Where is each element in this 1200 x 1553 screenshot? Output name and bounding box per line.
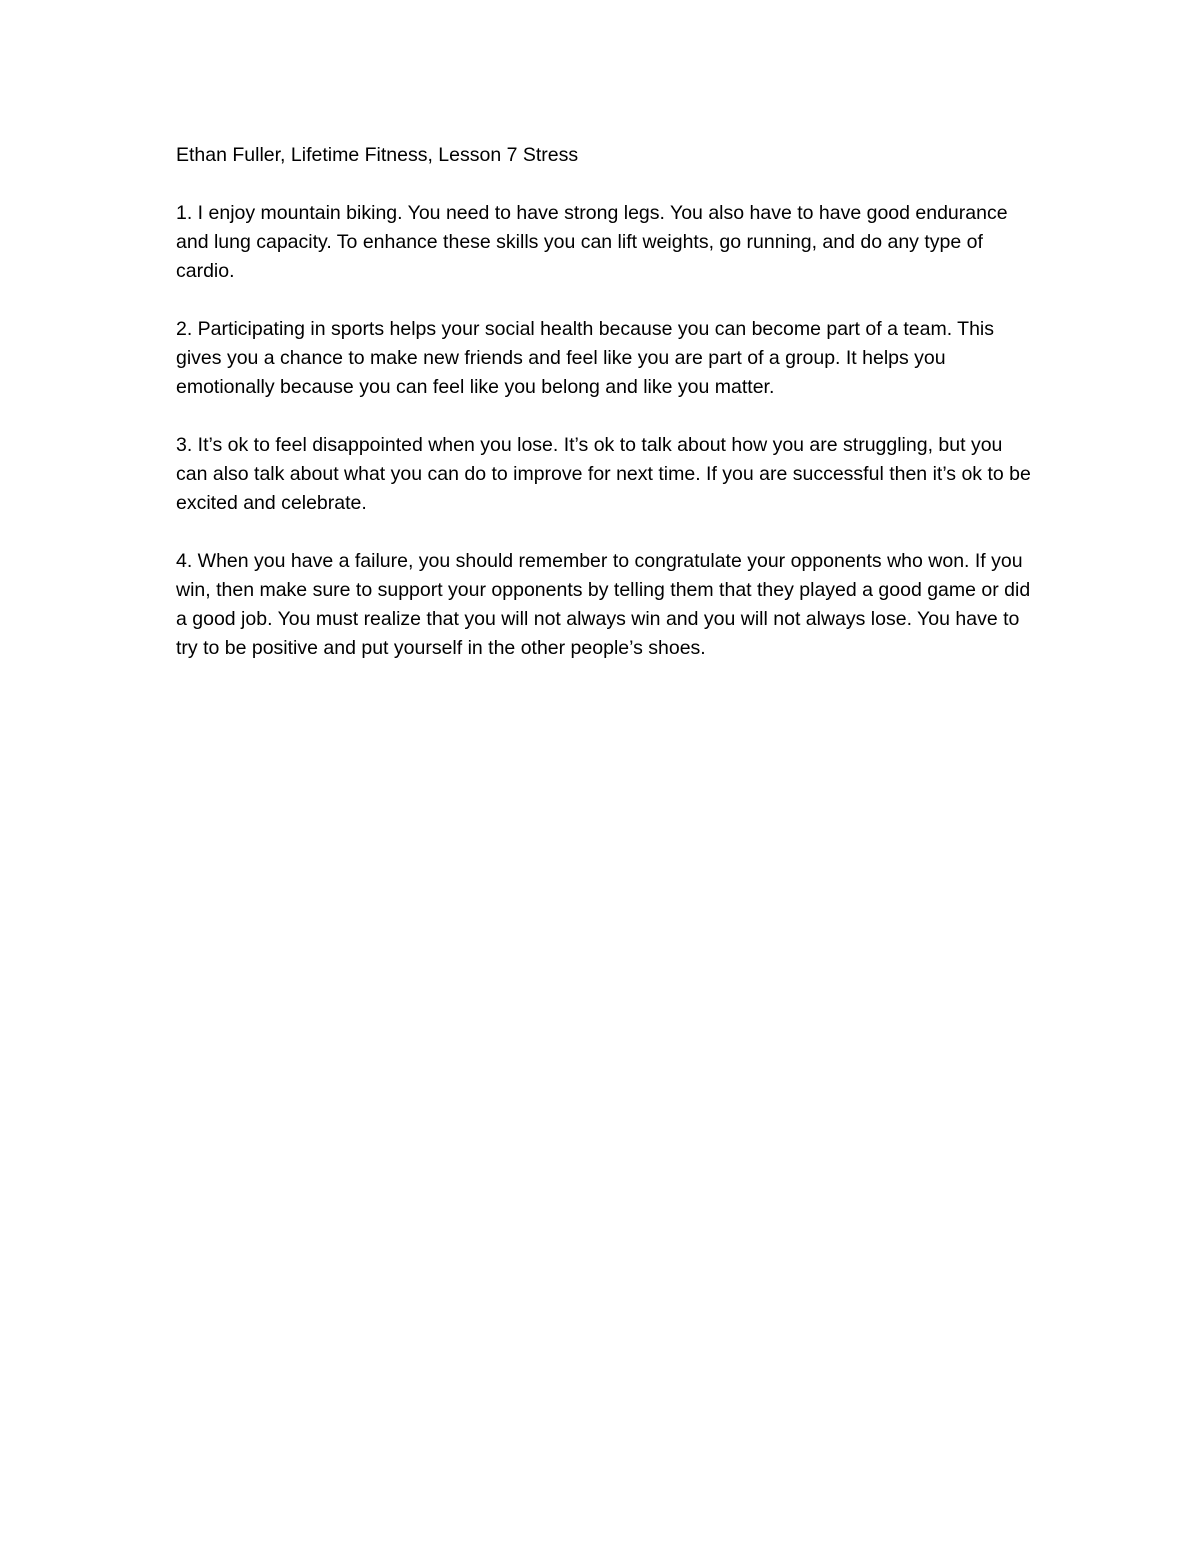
document-body bbox=[176, 141, 1036, 692]
answer-paragraph-1: 1. I enjoy mountain biking. You need to have strong legs. You also have to have good endurance and lung capacity. To enhance these skills you can lift weights, go running, and do any type of cardio. bbox=[176, 202, 1008, 282]
document-heading: Ethan Fuller, Lifetime Fitness, Lesson 7 Stress bbox=[176, 144, 579, 166]
answer-paragraph-3: 3. It’s ok to feel disappointed when you lose. It’s ok to talk about how you are struggling, but you can also talk about what you can do to improve for next time. If you are successful then it’s ok to be excited and celebrate. bbox=[176, 434, 1031, 514]
answer-paragraph-2: 2. Participating in sports helps your social health because you can become part of a team. This gives you a chance to make new friends and feel like you are part of a group. It helps you emotionally because you can feel like you belong and like you matter. bbox=[176, 318, 995, 398]
answer-paragraph-4: 4. When you have a failure, you should remember to congratulate your opponents who won. If you win, then make sure to support your opponents by telling them that they played a good game or did a good job. You must realize that you will not always win and you will not always lose. You have to try to be positive and put yourself in the other people’s shoes. bbox=[176, 550, 1031, 659]
